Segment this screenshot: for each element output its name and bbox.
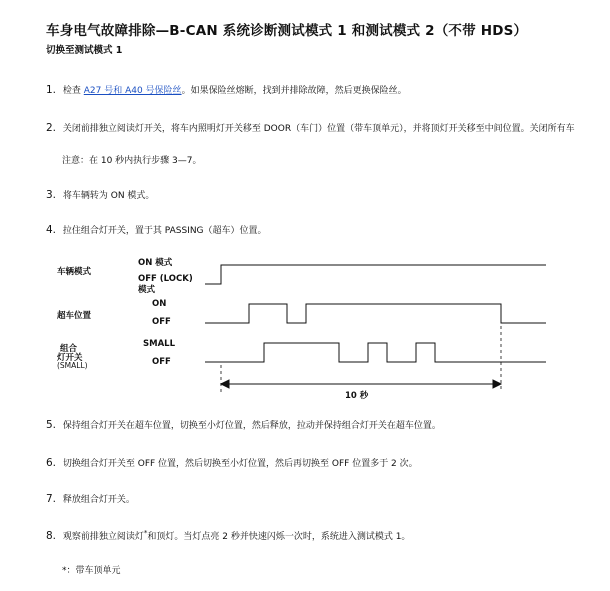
fuse-link[interactable]: A27 号和 A40 号保险丝 bbox=[83, 86, 182, 96]
footnote-marker: * bbox=[143, 529, 148, 537]
state-label-off-2: OFF bbox=[152, 357, 171, 367]
step-text: 拉住组合灯开关，置于其 PASSING（超车）位置。 bbox=[62, 226, 267, 236]
footnote: *：带车顶单元 bbox=[62, 566, 121, 576]
page-title: 车身电气故障排除—B-CAN 系统诊断测试模式 1 和测试模式 2（不带 HDS） bbox=[46, 23, 528, 39]
step-text: 保持组合灯开关在超车位置，切换至小灯位置，然后释放，拉动并保持组合灯开关在超车位置。 bbox=[62, 421, 441, 431]
state-label-off-lock: OFF (LOCK) bbox=[138, 274, 193, 284]
state-label-on: ON bbox=[152, 299, 167, 309]
step-text: 将车辆转为 ON 模式。 bbox=[62, 191, 155, 201]
step-number: 5. bbox=[46, 419, 57, 431]
vehicle-mode-signal bbox=[205, 265, 546, 284]
step-note: 注意：在 10 秒内执行步骤 3—7。 bbox=[62, 156, 202, 166]
step-number: 7. bbox=[46, 493, 57, 505]
state-label-off: OFF bbox=[152, 317, 171, 327]
passing-signal bbox=[205, 304, 546, 323]
step-6 bbox=[46, 456, 418, 469]
step-text: 和顶灯。当灯点亮 2 秒并快速闪烁一次时，系统进入测试模式 1。 bbox=[147, 532, 411, 542]
row-label-combo-1: 组合 bbox=[60, 344, 78, 354]
row-label-passing: 超车位置 bbox=[57, 311, 92, 321]
step-text: 切换组合灯开关至 OFF 位置，然后切换至小灯位置，然后再切换至 OFF 位置多于 2 次。 bbox=[62, 459, 418, 469]
row-label-combo-2: 灯开关 bbox=[57, 353, 83, 363]
step-number: 1. bbox=[46, 84, 57, 96]
step-number: 2. bbox=[46, 122, 57, 134]
step-number: 4. bbox=[46, 224, 57, 236]
step-text: 。如果保险丝熔断，找到并排除故障，然后更换保险丝。 bbox=[181, 86, 407, 96]
arrow-left-icon bbox=[221, 380, 229, 388]
state-label-mode: 模式 bbox=[138, 285, 156, 295]
section-subtitle: 切换至测试模式 1 bbox=[46, 45, 123, 56]
row-label-vehicle-mode: 车辆模式 bbox=[57, 267, 92, 277]
step-number: 6. bbox=[46, 457, 57, 469]
step-text: 检查 bbox=[62, 86, 84, 96]
state-label-small: SMALL bbox=[143, 339, 175, 349]
row-label-combo-3: (SMALL) bbox=[57, 361, 88, 370]
step-number: 8. bbox=[46, 530, 57, 542]
duration-label: 10 秒 bbox=[345, 391, 369, 401]
step-7 bbox=[46, 492, 135, 505]
step-text: 观察前排独立阅读灯 bbox=[62, 532, 144, 542]
step-text: 关闭前排独立阅读灯开关，将车内照明灯开关移至 DOOR（车门）位置（带车顶单元），并将顶灯开关移至中间位置。关闭所有车 bbox=[62, 124, 575, 134]
combo-switch-signal bbox=[205, 343, 546, 362]
state-label-on-mode: ON 模式 bbox=[138, 258, 173, 268]
step-5 bbox=[46, 418, 441, 431]
step-8 bbox=[46, 529, 410, 542]
step-number: 3. bbox=[46, 189, 57, 201]
step-text: 释放组合灯开关。 bbox=[62, 495, 135, 505]
arrow-right-icon bbox=[493, 380, 501, 388]
